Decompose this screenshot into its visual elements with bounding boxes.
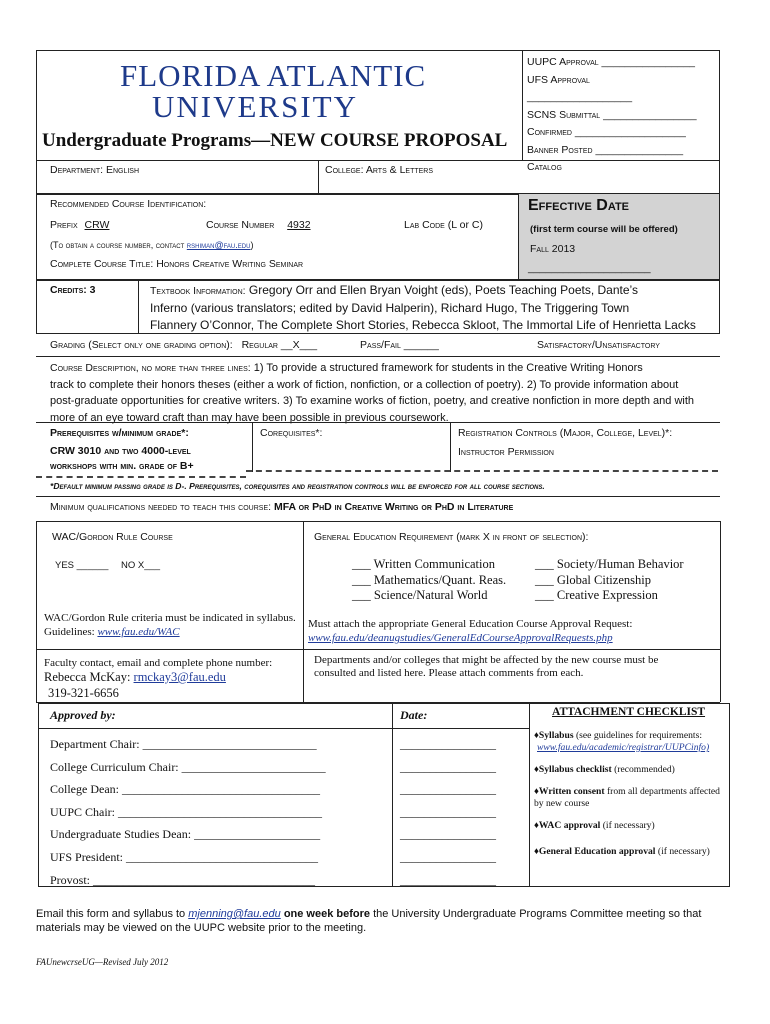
min-qual-label: Minimum qualifications needed to teach this course:	[50, 501, 272, 513]
checklist	[534, 730, 730, 868]
grading-label: Grading (Select only one grading option):	[50, 339, 233, 351]
geneds-right	[720, 521, 721, 649]
checklist-item-3-rest: from all departments affected by new course	[534, 786, 720, 809]
gen-ed-global[interactable]: ___ Global Citizenship	[535, 572, 651, 587]
approval-divider	[522, 50, 523, 160]
prereq-dashed-line	[246, 470, 718, 472]
effective-date-note: (first term course will be offered)	[530, 224, 678, 235]
gen-ed-label: General Education Requirement (mark X in front of selection):	[314, 531, 589, 543]
wac-divider	[36, 521, 37, 649]
bullet-icon: ♦	[534, 820, 539, 831]
checklist-item-syllabus-rest: (see guidelines for requirements:	[575, 730, 702, 741]
prereq-divider-2	[450, 422, 451, 472]
wac-yes[interactable]: YES ______	[55, 560, 109, 571]
approver-dept-chair[interactable]: Department Chair: _____________________________	[50, 737, 317, 751]
course-number-field[interactable]	[206, 219, 371, 231]
approval-list	[527, 54, 717, 173]
faculty-contact	[44, 656, 302, 701]
college	[325, 164, 433, 176]
checklist-item-5-bold: General Education approval	[538, 846, 656, 857]
textbook-line-3: Flannery O’Connor, The Complete Short Stories, Rebecca Skloot, The Immortal Life of Henrietta Lacks	[150, 318, 696, 332]
approval-catalog: Catalog	[527, 161, 562, 173]
effective-date-value[interactable]: Fall 2013	[530, 243, 576, 255]
textbook-label: Textbook Information:	[150, 285, 246, 297]
checklist-item-syllabus	[534, 730, 730, 764]
college-label: College:	[325, 164, 364, 176]
description-line-3: post-graduate opportunities for creative writers. 3) To examine works of fiction, poetry, and creative nonfiction in more depth and with	[50, 395, 695, 407]
faculty-left	[36, 649, 37, 702]
credits-divider	[138, 280, 139, 334]
credits-label: Credits:	[50, 284, 87, 296]
approved-by-label: Approved by:	[50, 708, 116, 722]
grading-regular: Regular	[241, 339, 278, 351]
faculty-name[interactable]: Rebecca McKay:	[44, 670, 131, 684]
footer-bold: one week before	[283, 908, 371, 920]
approver-ug-dean[interactable]: Undergraduate Studies Dean: _____________________	[50, 827, 321, 842]
checklist-divider	[529, 703, 530, 887]
college-value: Arts & Letters	[365, 164, 434, 176]
date-blanks	[400, 733, 496, 891]
checklist-item-consent	[534, 786, 730, 820]
fau-logo	[120, 60, 460, 130]
grading-passfail: Pass/Fail	[360, 339, 401, 351]
checklist-item-3-bold: Written consent	[538, 786, 605, 797]
bullet-icon: ♦	[534, 846, 539, 857]
dept-divider	[318, 160, 319, 194]
bullet-icon: ♦	[534, 730, 539, 741]
faculty-phone[interactable]: 319-321-6656	[48, 686, 119, 700]
form-title: Undergraduate Programs—NEW COURSE PROPOSAL	[42, 130, 508, 151]
textbook	[150, 282, 720, 334]
gen-ed-creative[interactable]: ___ Creative Expression	[535, 588, 658, 602]
effective-date-blank: _____________________	[528, 262, 651, 274]
approval-ufs: UFS Approval	[527, 73, 590, 86]
wac-criteria-text: WAC/Gordon Rule criteria must be indicated in syllabus. Guidelines:	[44, 612, 296, 638]
department-label: Department:	[50, 164, 104, 176]
gen-ed-left	[352, 557, 506, 604]
checklist-item-2-bold: Syllabus checklist	[538, 764, 612, 775]
faculty-email[interactable]: rmckay3@fau.edu	[133, 670, 226, 684]
gen-ed-written[interactable]: ___ Written Communication	[352, 557, 495, 571]
checklist-item-4-rest: (if necessary)	[602, 820, 655, 831]
prefix-value[interactable]: CRW	[84, 219, 110, 231]
affected-right	[720, 649, 721, 702]
course-number-label: Course Number	[206, 219, 275, 231]
grading-divider	[36, 356, 720, 357]
approvals-divider	[392, 703, 393, 887]
department	[50, 164, 139, 176]
grading-sat: Satisfactory/Unsatisfactory	[537, 339, 660, 351]
date-blank-4[interactable]: ________________	[400, 804, 496, 819]
credits	[50, 284, 96, 296]
reg-controls-value[interactable]: Instructor Permission	[458, 446, 554, 458]
wac-options	[55, 560, 160, 571]
checklist-item-syllabus-checklist	[534, 764, 730, 786]
wac-criteria	[44, 611, 296, 639]
approver-ufs-president[interactable]: UFS President: ________________________________	[50, 849, 319, 864]
gen-ed-science[interactable]: ___ Science/Natural World	[352, 588, 488, 602]
date-blank-2[interactable]: ________________	[400, 759, 496, 774]
prefix-field[interactable]	[50, 219, 169, 231]
prereq-footnote: *Default minimum passing grade is D-. Prerequisites, corequisites and registration controls will be enforced for all course sections.	[50, 481, 545, 491]
footer-pre: Email this form and syllabus to	[36, 908, 186, 920]
course-number-value[interactable]: 4932	[287, 219, 311, 231]
course-id-heading: Recommended Course Identification:	[50, 198, 207, 210]
approver-uupc-chair[interactable]: UUPC Chair: __________________________________	[50, 804, 323, 819]
checklist-item-gened	[534, 846, 730, 868]
course-title-value[interactable]: Honors Creative Writing Seminar	[156, 258, 304, 270]
gen-ed-right	[535, 557, 684, 604]
textbook-line-1	[150, 282, 720, 300]
course-description	[50, 360, 718, 422]
footer-email[interactable]: mjenning@fau.edu	[188, 908, 281, 920]
checklist-item-2-rest: (recommended)	[614, 764, 675, 775]
course-title	[50, 258, 303, 270]
reg-controls-label: Registration Controls (Major, College, Level)*:	[458, 427, 673, 439]
gen-ed-math[interactable]: ___ Mathematics/Quant. Reas.	[352, 572, 507, 587]
checklist-item-wac	[534, 820, 730, 846]
approver-provost[interactable]: Provost: _____________________________________	[50, 872, 316, 887]
description-label: Course Description, no more than three lines:	[50, 362, 251, 374]
prereq-value-1: CRW 3010 and two 4000-level	[50, 445, 191, 457]
approver-curriculum-chair[interactable]: College Curriculum Chair: ________________________	[50, 759, 326, 774]
logo-line2: UNIVERSITY	[152, 89, 358, 124]
description-line-1	[50, 360, 718, 377]
min-qual	[50, 501, 513, 513]
coreq-label: Corequisites*:	[260, 427, 323, 439]
footer-note	[36, 907, 726, 935]
gen-ed-bottom	[36, 649, 720, 650]
prereq-dashed-line-left	[36, 476, 246, 478]
date-blank-5[interactable]: ________________	[400, 827, 496, 842]
gen-ed-note-text: Must attach the appropriate General Education Course Approval Request:	[308, 618, 633, 630]
prefix-label: Prefix	[50, 219, 78, 231]
prereq-divider-1	[252, 422, 253, 472]
faculty-name-line	[44, 670, 302, 685]
contact-email-link[interactable]: rshiman@fau.edu	[186, 240, 251, 250]
department-value: English	[105, 164, 140, 176]
lab-code-label: Lab Code	[404, 219, 445, 231]
approval-scns: SCNS Submittal ________________	[527, 108, 697, 121]
min-qual-value[interactable]: MFA or PhD in Creative Writing or PhD in Literature	[273, 501, 514, 513]
date-label: Date:	[400, 708, 428, 722]
textbook-line-2: Inferno (various translators; edited by David Halperin), Richard Hugo, The Triggering Town	[150, 301, 630, 315]
gen-ed-link[interactable]: www.fau.edu/deanugstudies/GeneralEdCourseApprovalRequests.php	[308, 632, 613, 644]
wac-no: NO	[121, 560, 136, 571]
approval-confirmed: Confirmed ___________________	[527, 126, 686, 138]
description-line-4: more of an eye toward craft than may have been possible in previous coursework.	[50, 411, 449, 424]
footer-post: the University Undergraduate Programs Committee meeting so that materials may be viewed on the UUPC website prior to the meeting.	[36, 908, 702, 934]
approvals-header-line	[38, 728, 529, 729]
logo-line1: FLORIDA ATLANTIC	[120, 58, 427, 93]
grading-regular-mark[interactable]: __X___	[280, 339, 318, 351]
date-blank-6[interactable]: ________________	[400, 849, 496, 864]
textbook-text-1: Gregory Orr and Ellen Bryan Voight (eds), Poets Teaching Poets, Dante’s	[248, 283, 638, 297]
prereq-value-2: workshops with min. grade of B+	[50, 460, 194, 472]
lab-code-hint: (L or C)	[447, 219, 483, 231]
approvers	[50, 733, 390, 891]
date-blank-1[interactable]: ________________	[400, 737, 496, 751]
faculty-label: Faculty contact, email and complete phone number:	[44, 657, 273, 669]
contact-close: )	[250, 240, 254, 250]
prereq-label: Prerequisites w/minimum grade*:	[50, 427, 189, 439]
prereq-value[interactable]	[50, 444, 194, 474]
wac-link[interactable]: www.fau.edu/WAC	[97, 626, 180, 638]
checklist-item-4-bold: WAC approval	[538, 820, 601, 831]
contact-note	[50, 240, 253, 250]
description-line-2: track to complete their honors theses (either a work of fiction, nonfiction, or a collection of poetry). 2) To provide information about	[50, 378, 679, 391]
affected-note: Departments and/or colleges that might be affected by the new course must be consulted and listed here. Please attach comments from each.	[314, 654, 659, 679]
approval-banner: Banner Posted _______________	[527, 143, 684, 156]
credits-value[interactable]: 3	[89, 284, 96, 296]
approval-ufs-blank: __________________	[527, 91, 633, 103]
bullet-icon: ♦	[534, 764, 539, 775]
gen-ed-note	[308, 617, 718, 645]
checklist-title: ATTACHMENT CHECKLIST	[552, 706, 706, 718]
approver-college-dean[interactable]: College Dean: _________________________________	[50, 782, 320, 797]
footnote-divider	[36, 496, 720, 497]
geneds-divider	[303, 521, 304, 649]
description-text-1: 1) To provide a structured framework for students in the Creative Writing Honors	[253, 362, 643, 374]
grading	[50, 339, 720, 351]
wac-label: WAC/Gordon Rule Course	[52, 531, 173, 543]
gen-ed-society[interactable]: ___ Society/Human Behavior	[535, 557, 684, 571]
course-title-label: Complete Course Title:	[50, 258, 154, 270]
faculty-divider	[303, 649, 304, 702]
checklist-item-syllabus-bold: Syllabus	[538, 730, 574, 741]
grading-passfail-blank[interactable]: ______	[403, 339, 439, 351]
prereq-top	[36, 422, 720, 423]
date-blank-3[interactable]: ________________	[400, 782, 496, 797]
checklist-item-5-rest: (if necessary)	[657, 846, 710, 857]
date-blank-7[interactable]: ________________	[400, 872, 496, 887]
approval-uupc: UUPC Approval ________________	[527, 56, 695, 68]
effective-date-heading: Effective Date	[528, 197, 630, 214]
bullet-icon: ♦	[534, 786, 539, 797]
lab-code-field[interactable]	[404, 219, 483, 231]
row-divider	[36, 160, 720, 161]
checklist-item-syllabus-link[interactable]: www.fau.edu/academic/registrar/UUPCinfo)	[537, 742, 710, 753]
contact-note-text: (To obtain a course number, contact	[50, 240, 185, 250]
min-qual-divider	[36, 521, 720, 522]
revision-note: FAUnewcrseUG—Revised July 2012	[36, 957, 169, 967]
wac-no-mark[interactable]: X___	[137, 560, 161, 571]
